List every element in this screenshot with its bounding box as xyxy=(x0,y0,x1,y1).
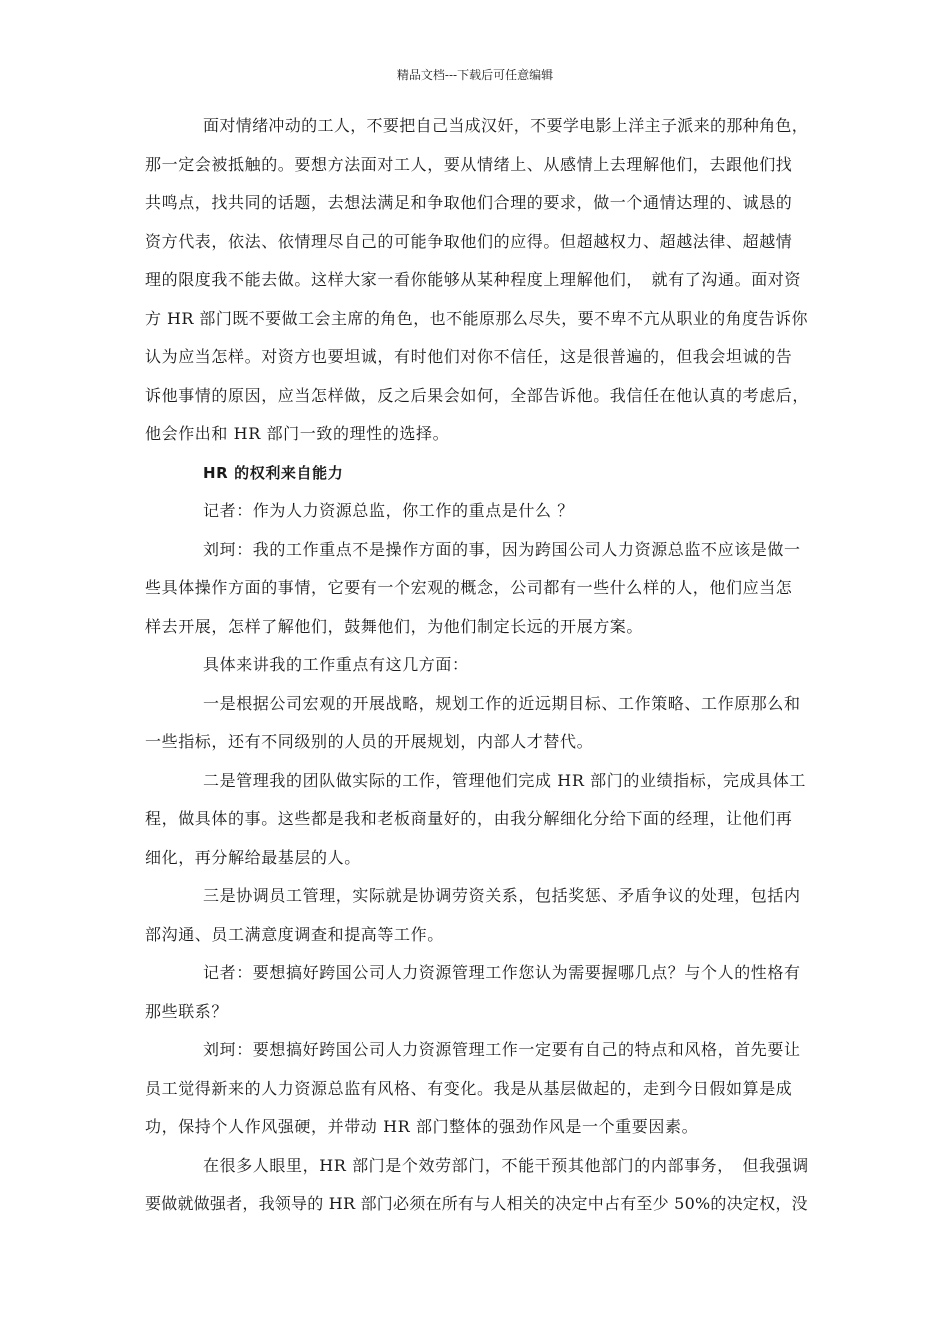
text-line: 二是管理我的团队做实际的工作，管理他们完成 HR 部门的业绩指标，完成具体工 xyxy=(203,770,806,790)
text-line: 要做就做强者，我领导的 HR 部门必须在所有与人相关的决定中占有至少 50%的决定权，没 xyxy=(145,1194,808,1213)
document-body xyxy=(145,111,810,1228)
text-line: 一是根据公司宏观的开展战略，规划工作的近远期目标、工作策略、工作原那么和 xyxy=(203,693,801,713)
text-line: 一些指标，还有不同级别的人员的开展规划，内部人才替代。 xyxy=(145,732,594,751)
text-line: 样去开展，怎样了解他们，鼓舞他们，为他们制定长远的开展方案。 xyxy=(145,616,644,636)
text-line: 具体来讲我的工作重点有这几方面： xyxy=(203,655,469,674)
text-line: 在很多人眼里，HR 部门是个效劳部门，不能干预其他部门的内部事务， 但我强调 xyxy=(203,1155,809,1175)
text-line: 刘珂：我的工作重点不是操作方面的事，因为跨国公司人力资源总监不应该是做一 xyxy=(203,539,801,559)
text-line: 资方代表，依法、依情理尽自己的可能争取他们的应得。但超越权力、超越法律、超越情 xyxy=(145,231,793,251)
text-line: 部沟通、员工满意度调查和提高等工作。 xyxy=(145,924,444,944)
text-line: 那一定会被抵触的。要想方法面对工人，要从情绪上、从感情上去理解他们，去跟他们找 xyxy=(145,154,793,174)
section-heading: HR 的权利来自能力 xyxy=(203,463,344,482)
text-line: 共鸣点，找共同的话题，去想法满足和争取他们合理的要求，做一个通情达理的、诚恳的 xyxy=(145,193,793,212)
text-line: 诉他事情的原因，应当怎样做，反之后果会如何，全部告诉他。我信任在他认真的考虑后， xyxy=(145,385,810,405)
text-line: 细化，再分解给最基层的人。 xyxy=(145,847,361,867)
text-line: 三是协调员工管理，实际就是协调劳资关系，包括奖惩、矛盾争议的处理，包括内 xyxy=(203,886,801,905)
text-line: 程，做具体的事。这些都是我和老板商量好的，由我分解细化分给下面的经理，让他们再 xyxy=(145,809,793,828)
text-line: 些具体操作方面的事情，它要有一个宏观的概念，公司都有一些什么样的人，他们应当怎 xyxy=(145,578,793,597)
text-line: 员工觉得新来的人力资源总监有风格、有变化。我是从基层做起的，走到今日假如算是成 xyxy=(145,1078,793,1098)
text-line: 功，保持个人作风强硬，并带动 HR 部门整体的强劲作风是一个重要因素。 xyxy=(145,1117,699,1136)
text-line: 他会作出和 HR 部门一致的理性的选择。 xyxy=(145,424,450,443)
text-line: 理的限度我不能去做。这样大家一看你能够从某种程度上理解他们， 就有了沟通。面对资 xyxy=(145,270,802,289)
text-line: 那些联系？ xyxy=(145,1001,229,1021)
text-line: 认为应当怎样。对资方也要坦诚，有时他们对你不信任，这是很普遍的，但我会坦诚的告 xyxy=(145,347,793,366)
text-line: 记者：作为人力资源总监，你工作的重点是什么 ？ xyxy=(203,501,574,520)
text-line: 方 HR 部门既不要做工会主席的角色，也不能原那么尽失，要不卑不亢从职业的角度告诉你 xyxy=(145,308,808,328)
text-line: 刘珂：要想搞好跨国公司人力资源管理工作一定要有自己的特点和风格，首先要让 xyxy=(203,1040,801,1059)
text-line: 记者：要想搞好跨国公司人力资源管理工作您认为需要握哪几点？与个人的性格有 xyxy=(203,963,801,982)
text-line: 面对情绪冲动的工人，不要把自己当成汉奸，不要学电影上洋主子派来的那种角色， xyxy=(203,116,809,135)
page-header: 精品文档---下载后可任意编辑 xyxy=(396,68,554,82)
